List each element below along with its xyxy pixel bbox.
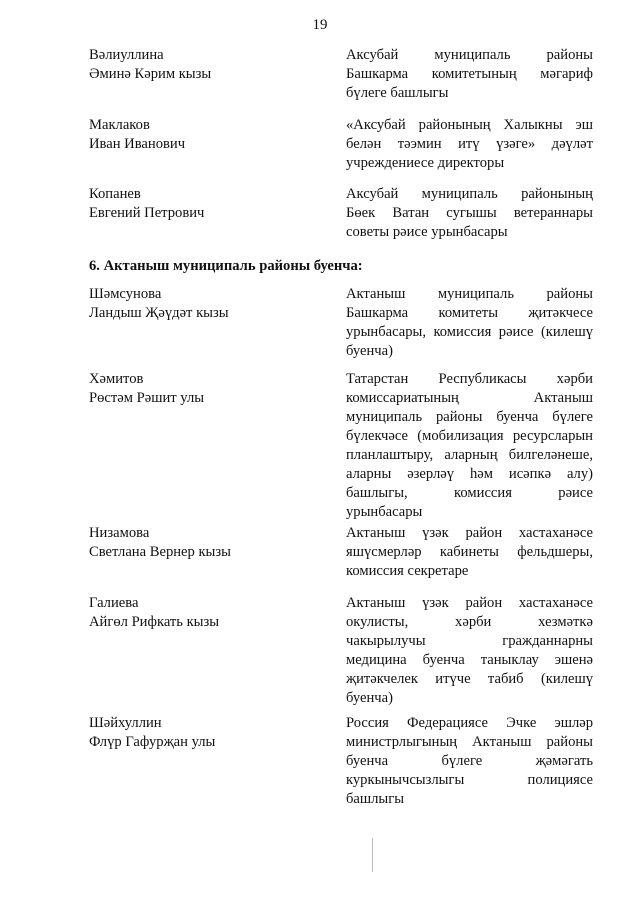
role-line: министрлыгының Актаныш районы (346, 734, 593, 750)
given-name: Ландыш Җәүдәт кызы (89, 305, 229, 321)
member-role (346, 116, 593, 173)
member-name (89, 714, 319, 752)
role-line: окулисты, хәрби хезмәткә (346, 614, 593, 630)
role-line: муниципаль районы буенча бүлеге (346, 409, 593, 425)
role-line: Аксубай муниципаль районы (346, 47, 593, 63)
surname: Копанев (89, 186, 141, 202)
member-role (346, 46, 593, 103)
member-role (346, 185, 593, 242)
role-line: медицина буенча таныклау эшенә (346, 652, 593, 668)
given-name: Евгений Петрович (89, 205, 205, 221)
role-line: яшүсмерләр кабинеты фельдшеры, (346, 544, 593, 560)
role-line: Башкарма комитеты җитәкчесе (346, 305, 593, 321)
role-line: «Аксубай районының Халыкны эш (346, 117, 593, 133)
member-name (89, 594, 319, 632)
role-line: урынбасары, комиссия рәисе (килешү (346, 324, 593, 340)
member-name (89, 285, 319, 323)
role-line: планлаштыру, аларның билгеләнеше, (346, 447, 593, 463)
role-line: куркынычсызлыгы полициясе (346, 772, 593, 788)
role-line: Аксубай муниципаль районының (346, 186, 593, 202)
role-line: учреждениесе директоры (346, 155, 505, 171)
member-role (346, 285, 593, 361)
member-name (89, 370, 319, 408)
role-line: советы рәисе урынбасары (346, 224, 508, 240)
role-line: Башкарма комитетының мәгариф (346, 66, 593, 82)
role-line: буенча бүлеге җәмәгать (346, 753, 593, 769)
role-line: Актаныш үзәк район хастаханәсе (346, 595, 593, 611)
member-role (346, 594, 593, 708)
given-name: Флүр Гафурҗан улы (89, 734, 216, 750)
surname: Вәлиуллина (89, 47, 164, 63)
member-name (89, 116, 319, 154)
role-line: комиссия секретаре (346, 563, 469, 579)
surname: Хәмитов (89, 371, 144, 387)
member-name (89, 46, 319, 84)
role-line: башлыгы (346, 791, 405, 807)
surname: Шәйхуллин (89, 715, 162, 731)
member-role (346, 524, 593, 581)
role-line: буенча) (346, 690, 393, 706)
role-line: җитәкчелек итүче табиб (килешү (346, 671, 593, 687)
role-line: аларны әзерләү һәм исәпкә алу) (346, 466, 593, 482)
given-name: Светлана Вернер кызы (89, 544, 231, 560)
role-line: Бөек Ватан сугышы ветераннары (346, 205, 593, 221)
given-name: Айгөл Рифкать кызы (89, 614, 220, 630)
member-role (346, 714, 593, 809)
role-line: Актаныш үзәк район хастаханәсе (346, 525, 593, 541)
section-heading: 6. Актаныш муниципаль районы буенча: (89, 258, 363, 274)
surname: Маклаков (89, 117, 150, 133)
role-line: чакырылучы гражданнарны (346, 633, 593, 649)
role-line: Татарстан Республикасы хәрби (346, 371, 593, 387)
role-line: комиссариатының Актаныш (346, 390, 593, 406)
member-name (89, 524, 319, 562)
role-line: башлыгы, комиссия рәисе (346, 485, 593, 501)
role-line: бүлекчәсе (мобилизация ресурсларын (346, 428, 593, 444)
page-number: 19 (312, 17, 328, 33)
role-line: урынбасары (346, 504, 423, 520)
role-line: белән тәэмин итү үзәге» дәүләт (346, 136, 593, 152)
surname: Галиева (89, 595, 139, 611)
role-line: Актаныш муниципаль районы (346, 286, 593, 302)
member-role (346, 370, 593, 522)
given-name: Иван Иванович (89, 136, 186, 152)
given-name: Әминә Кәрим кызы (89, 66, 212, 82)
member-name (89, 185, 319, 223)
scan-line-mark (372, 838, 373, 872)
role-line: бүлеге башлыгы (346, 85, 449, 101)
surname: Шәмсунова (89, 286, 162, 302)
surname: Низамова (89, 525, 150, 541)
given-name: Рөстәм Рәшит улы (89, 390, 205, 406)
role-line: буенча) (346, 343, 393, 359)
role-line: Россия Федерациясе Эчке эшләр (346, 715, 593, 731)
